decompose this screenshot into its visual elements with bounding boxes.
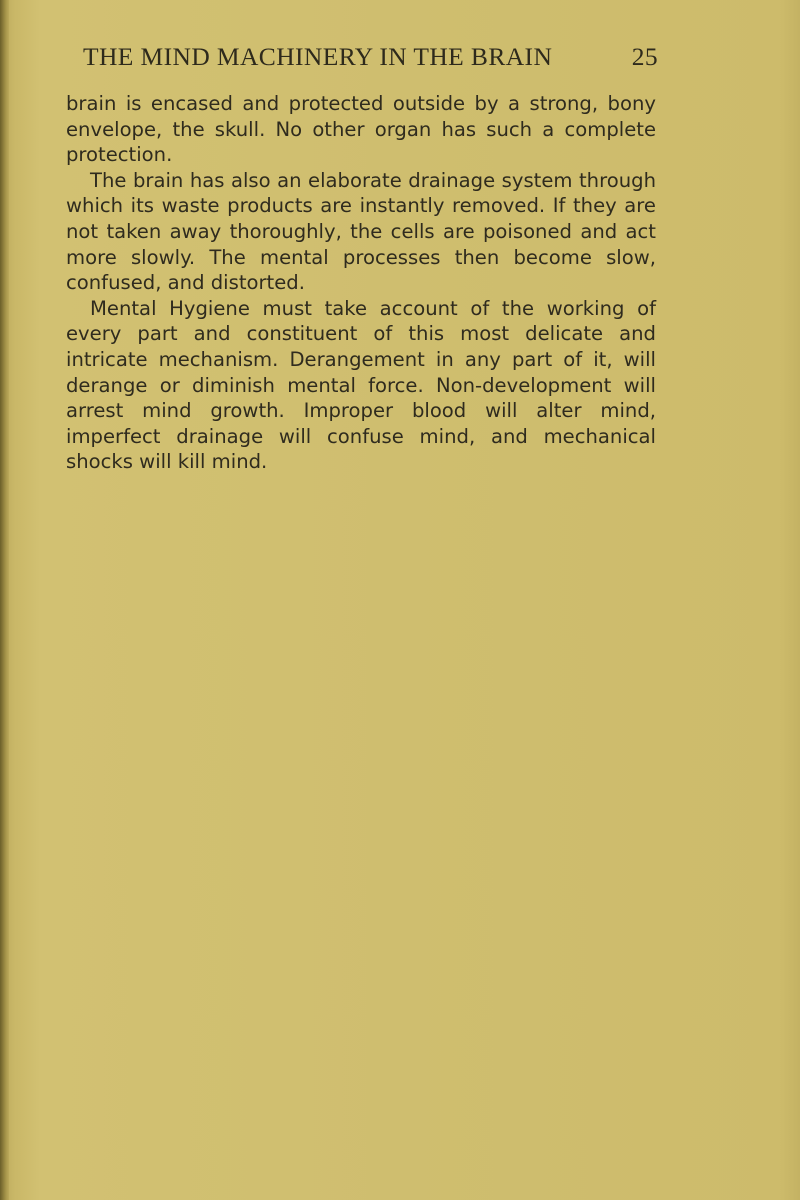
running-title: THE MIND MACHINERY IN THE BRAIN: [83, 42, 553, 71]
body-text: [66, 91, 656, 475]
paragraph-1: brain is encased and protected outside by a strong, bony envelope, the skull. No other organ has such a complete protection.: [66, 92, 656, 167]
paragraph-3: Mental Hygiene must take account of the working of every part and constituent of this most delicate and intricate mechanism. Derangement in any part of it, will derange or diminish mental force. Non-development will arrest mind growth. Improper blood will alter mind, imperfect drainage will confuse mind, and mechanical shocks will kill mind.: [66, 296, 656, 474]
book-gutter: [0, 0, 9, 1200]
page-number: 25: [631, 42, 658, 71]
paragraph-2: The brain has also an elaborate drainage system through which its waste products are instantly removed. If they are not taken away thoroughly, the cells are poisoned and act more slowly. The mental processes then become slow, confused, and distorted.: [66, 168, 656, 295]
page-header: [83, 42, 658, 72]
